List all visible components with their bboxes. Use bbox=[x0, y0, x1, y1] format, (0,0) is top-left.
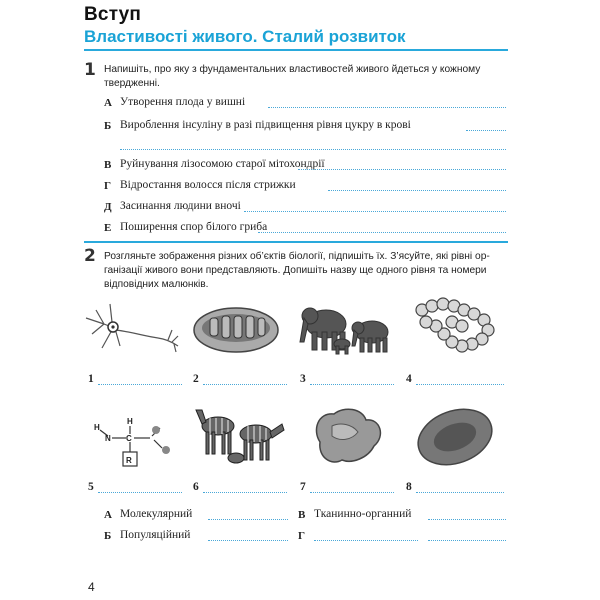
level-answer-line[interactable] bbox=[208, 540, 288, 541]
level-text: Тканинно-органний bbox=[314, 508, 412, 520]
picture-number: 2 bbox=[193, 373, 199, 385]
picture-number: 6 bbox=[193, 481, 199, 493]
tissue-icon bbox=[304, 402, 392, 472]
picture-caption-line[interactable] bbox=[203, 384, 287, 385]
item-letter: Д bbox=[104, 201, 112, 213]
level-letter: Г bbox=[298, 530, 305, 542]
picture-number: 3 bbox=[300, 373, 306, 385]
picture-caption-line[interactable] bbox=[203, 492, 287, 493]
item-text: Утворення плода у вишні bbox=[120, 96, 246, 108]
amino-label-c: C bbox=[126, 434, 132, 443]
answer-line[interactable] bbox=[268, 107, 506, 108]
item-text: Руйнування лізосомою старої мітохондрії bbox=[120, 158, 325, 170]
answer-line[interactable] bbox=[244, 211, 506, 212]
instruction-line: ганізації живого вони представляють. Допишіть назву ще одного рівня та номери bbox=[104, 265, 487, 276]
level-text: Популяційний bbox=[120, 529, 191, 541]
item-letter: Г bbox=[104, 180, 111, 192]
picture-caption-line[interactable] bbox=[98, 492, 182, 493]
item-letter: А bbox=[104, 97, 112, 109]
level-letter: Б bbox=[104, 530, 112, 542]
picture-caption-line[interactable] bbox=[98, 384, 182, 385]
item-text: Відростання волосся після стрижки bbox=[120, 179, 296, 191]
picture-number: 7 bbox=[300, 481, 306, 493]
answer-line[interactable] bbox=[466, 130, 506, 131]
instruction-line: Розгляньте зображення різних об’єктів біології, підпишіть їх. З’ясуйте, які рівні ор- bbox=[104, 251, 490, 262]
picture-number: 8 bbox=[406, 481, 412, 493]
elephants-icon bbox=[298, 296, 402, 360]
zebras-icon bbox=[192, 404, 288, 470]
task-2-instruction bbox=[104, 250, 508, 292]
picture-number: 1 bbox=[88, 373, 94, 385]
page-number: 4 bbox=[88, 580, 95, 594]
level-answer-line[interactable] bbox=[428, 540, 506, 541]
amino-label-h2: H bbox=[127, 417, 133, 426]
amino-label-h: H bbox=[94, 423, 100, 432]
amino-label-r: R bbox=[126, 456, 132, 465]
level-letter: В bbox=[298, 509, 306, 521]
level-answer-line[interactable] bbox=[428, 519, 506, 520]
item-letter: Е bbox=[104, 222, 112, 234]
neuron-icon bbox=[82, 298, 182, 360]
picture-number: 4 bbox=[406, 373, 412, 385]
level-name-line[interactable] bbox=[314, 540, 418, 541]
task-1-instruction: Напишіть, про яку з фундаментальних властивостей живого йдеться у кожному твердженні. bbox=[104, 64, 481, 89]
item-letter: В bbox=[104, 159, 112, 171]
page-subtitle: Властивості живого. Сталий розвиток bbox=[84, 27, 406, 46]
item-text: Засинання людини вночі bbox=[120, 200, 241, 212]
task-1-number: 1 bbox=[84, 60, 96, 80]
item-text: Вироблення інсуліну в разі підвищення рівня цукру в крові bbox=[120, 119, 411, 131]
item-text: Поширення спор білого гриба bbox=[120, 221, 268, 233]
protein-chain-icon bbox=[408, 296, 500, 364]
task-2-number: 2 bbox=[84, 246, 96, 266]
mitochondrion-icon bbox=[190, 298, 282, 362]
title-divider bbox=[84, 49, 508, 51]
picture-number: 5 bbox=[88, 481, 94, 493]
page-title: Вступ bbox=[84, 4, 142, 25]
amino-label-n: N bbox=[105, 434, 111, 443]
answer-line[interactable] bbox=[328, 190, 506, 191]
level-letter: А bbox=[104, 509, 112, 521]
red-blood-cell-icon bbox=[412, 404, 498, 470]
answer-line[interactable] bbox=[120, 149, 506, 150]
task-divider bbox=[84, 241, 508, 243]
picture-caption-line[interactable] bbox=[416, 492, 504, 493]
level-answer-line[interactable] bbox=[208, 519, 288, 520]
picture-caption-line[interactable] bbox=[416, 384, 504, 385]
level-text: Молекулярний bbox=[120, 508, 193, 520]
answer-line[interactable] bbox=[258, 232, 506, 233]
answer-line[interactable] bbox=[298, 169, 506, 170]
picture-caption-line[interactable] bbox=[310, 384, 394, 385]
item-letter: Б bbox=[104, 120, 112, 132]
amino-acid-icon bbox=[90, 404, 180, 470]
instruction-line: відповідних малюнків. bbox=[104, 279, 209, 290]
picture-caption-line[interactable] bbox=[310, 492, 394, 493]
